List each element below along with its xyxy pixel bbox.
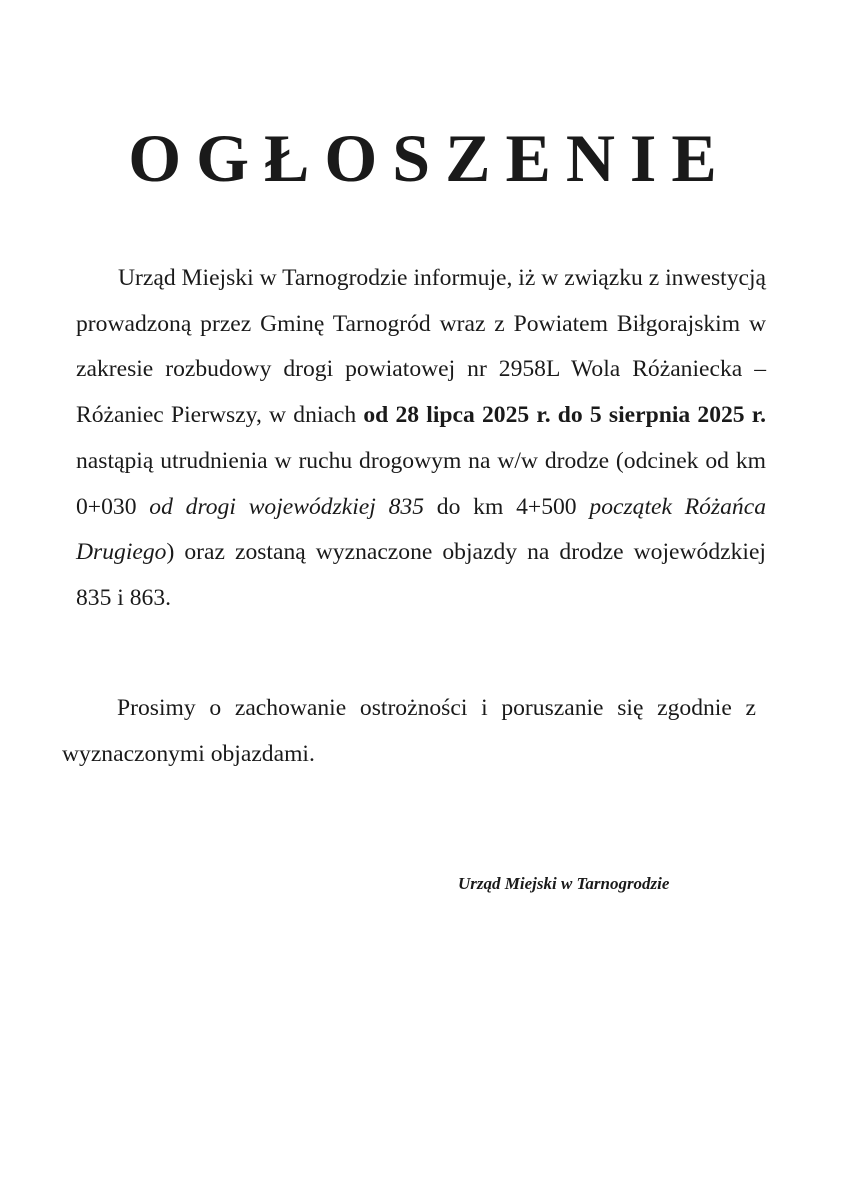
restriction-dates: od 28 lipca 2025 r. do 5 sierpnia 2025 r. <box>363 402 766 429</box>
section-start-location: od drogi wojewódzkiej 835 <box>149 493 425 520</box>
body-text-part-4: ) oraz zostaną wyznaczone objazdy na drodze wojewódzkiej 835 i 863. <box>76 539 766 611</box>
notice-title: OGŁOSZENIE <box>128 120 732 196</box>
notice-signature: Urząd Miejski w Tarnogrodzie <box>458 874 670 893</box>
body-text-part-1: Urząd Miejski w Tarnogrodzie informuje, iż w związku z inwestycją prowadzoną przez Gminę Tarnogród wraz z Powiatem Biłgorajskim w zakresie rozbudowy drogi powiatowej nr 2958L Wola Różaniecka – Różaniec Pierwszy, w dniach <box>76 265 766 429</box>
notice-body-paragraph <box>76 256 766 622</box>
section-end-location: początek Różańca Drugiego <box>76 493 766 566</box>
body-text-part-3: do km 4+500 <box>424 493 590 520</box>
body-text-part-2: nastąpią utrudnienia w ruchu drogowym na w/w drodze (odcinek od km 0+030 <box>76 447 766 520</box>
request-text: Prosimy o zachowanie ostrożności i poruszanie się zgodnie z wyznaczonymi objazdami. <box>62 695 756 767</box>
notice-request-paragraph <box>62 686 756 777</box>
